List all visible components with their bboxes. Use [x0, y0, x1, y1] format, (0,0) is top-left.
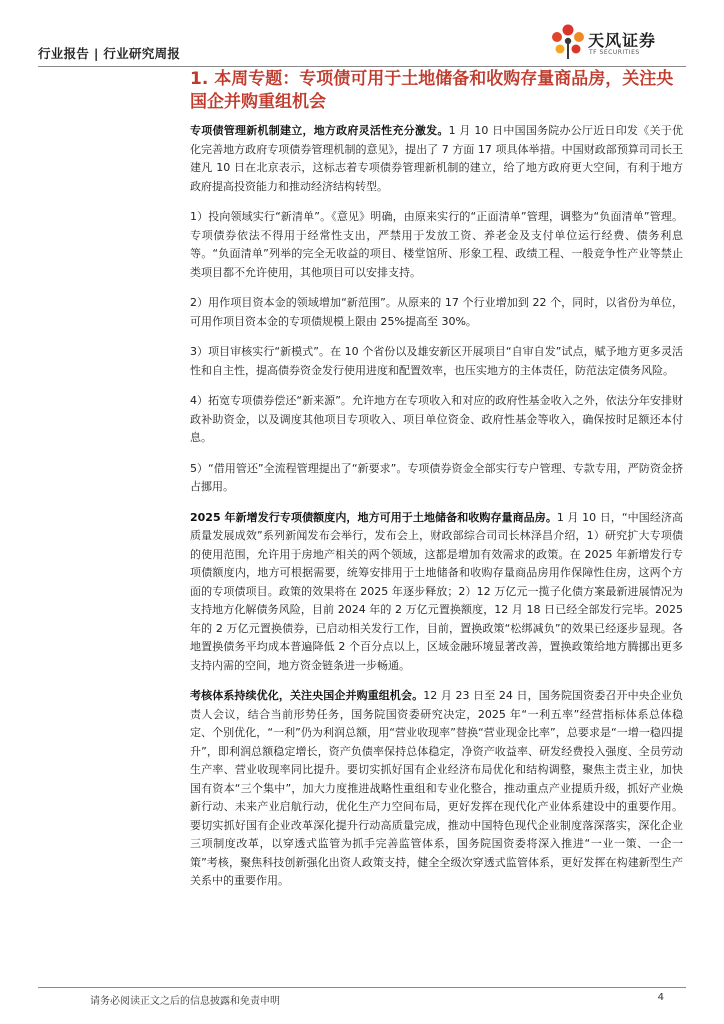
- paragraph-text: 5）“借用管还”全流程管理提出了“新要求”。专项债券资金全部实行专户管理、专款专用，严防资金挤占挪用。: [190, 461, 683, 493]
- section-title: 1. 本周专题：专项债可用于土地储备和收购存量商品房，关注央国企并购重组机会: [190, 69, 674, 112]
- paragraph-text: 1）投向领域实行“新清单”。《意见》明确，由原来实行的“正面清单”管理，调整为“负面清单”管理。专项债券依法不得用于经常性支出，严禁用于发放工资、养老金及支付单位运行经费、债务利息等。“负面清单”列举的完全无收益的项目、楼堂馆所、形象工程、政绩工程、一般竞争性产业等禁止类项目都不允许使用，其他项目可以安排支持。: [190, 210, 683, 279]
- footer-disclaimer: 请务必阅读正文之后的信息披露和免责申明: [90, 996, 280, 1007]
- paragraph-7: [190, 509, 683, 676]
- header-divider: [38, 66, 686, 67]
- report-category: 行业报告 | 行业研究周报: [38, 46, 181, 61]
- main-content: [190, 122, 683, 903]
- page-header: [38, 20, 686, 64]
- paragraph-text: 3）项目审核实行“新模式”。在 10 个省份以及雄安新区开展项目“自审自发”试点，赋予地方更多灵活性和自主性，提高债券资金发行使用进度和配置效率，也压实地方的主体责任，防范法定债务风险。: [190, 345, 683, 377]
- paragraph-1: [190, 122, 683, 196]
- logo-subtext: TF SECURITIES: [589, 49, 640, 56]
- paragraph-lead: 2025 年新增发行专项债额度内，地方可用于土地储备和收购存量商品房。: [190, 510, 557, 524]
- paragraph-text: 1 月 10 日，“中国经济高质量发展成效”系列新闻发布会举行，发布会上，财政部综合司司长林泽昌介绍，1）研究扩大专项债的使用范围，允许用于房地产相关的两个领域，这都是增加有效需求的政策。在 2025 年新增发行专项债额度内，地方可根据需要，统筹安排用于土地储备和收购存量商品房用作保障性住房，这两个方面的专项债项目。政策的效果将在 2025 年逐步释放；2）12 万亿元一揽子化债方案最新进展情况为支持地方化解债务风险，目前 2024 年的 2 万亿元置换额度，12 月 18 日已经全部发行完毕。2025 年的 2 万亿元置换债券，已启动相关发行工作，目前，置换政策“松绑减负”的效果已经逐步显现。各地置换债务平均成本普遍降低 2 个百分点以上，区域金融环境显著改善，置换政策给地方腾挪出更多支持内需的空间，地方资金链条进一步畅通。: [190, 510, 683, 672]
- paragraph-8: [190, 687, 683, 891]
- company-logo: [550, 22, 686, 62]
- paragraph-text: 12 月 23 日至 24 日，国务院国资委召开中央企业负责人会议，结合当前形势任务，国务院国资委研究决定，2025 年“一利五率”经营指标体系总体稳定、个别优化，“一利”仍为利润总额，用“营业收现率”替换“营业现金比率”，总要求是“一增一稳四提升”，即利润总额稳定增长，资产负债率保持总体稳定，净资产收益率、研发经费投入强度、全员劳动生产率、营业收现率同比提升。要切实抓好国有企业经济布局优化和结构调整，聚焦主责主业，加快国有资本“三个集中”，加大力度推进战略性重组和专业化整合，推动重点产业提质升级，抓好产业焕新行动、未来产业启航行动，优化生产力空间布局，更好发挥在现代化产业体系建设中的重要作用。要切实抓好国有企业改革深化提升行动高质量完成，推动中国特色现代企业制度落深落实，深化企业三项制度改革，以穿透式监管为抓手完善监管体系，国务院国资委将深入推进“一业一策、一企一策”考核，聚焦科技创新强化出资人政策支持，健全全级次穿透式监管体系，更好发挥在构建新型生产关系中的重要作用。: [190, 689, 684, 887]
- paragraph-6: [190, 460, 683, 497]
- paragraph-lead: 专项债管理新机制建立，地方政府灵活性充分激发。: [190, 124, 449, 137]
- paragraph-text: 1 月 10 日中国国务院办公厅近日印发《关于优化完善地方政府专项债券管理机制的意见》，提出了 7 方面 17 项具体举措。中国财政部预算司司长王建凡 10 日在北京表示，这标志着专项债券管理新机制的建立，给了地方政府更大空间，有利于地方政府提高投资能力和推动经济结构转型。: [190, 124, 684, 193]
- paragraph-lead: 考核体系持续优化，关注央国企并购重组机会。: [190, 689, 424, 702]
- footer-divider: [38, 987, 686, 988]
- logo-wordmark: 天风证券: [588, 31, 657, 50]
- paragraph-text: 4）拓宽专项债券偿还“新来源”。允许地方在专项收入和对应的政府性基金收入之外，依法分年安排财政补助资金，以及调度其他项目专项收入、项目单位资金、政府性基金等收入，确保按时足额还本付息。: [190, 394, 683, 444]
- paragraph-2: [190, 208, 683, 282]
- flower-logo-icon: [550, 22, 586, 62]
- paragraph-4: [190, 343, 683, 380]
- page-number: 4: [657, 992, 664, 1003]
- paragraph-text: 2）用作项目资本金的领域增加“新范围”。从原来的 17 个行业增加到 22 个，同时，以省份为单位，可用作项目资本金的专项债规模上限由 25%提高至 30%。: [190, 296, 683, 328]
- paragraph-3: [190, 294, 683, 331]
- paragraph-5: [190, 392, 683, 448]
